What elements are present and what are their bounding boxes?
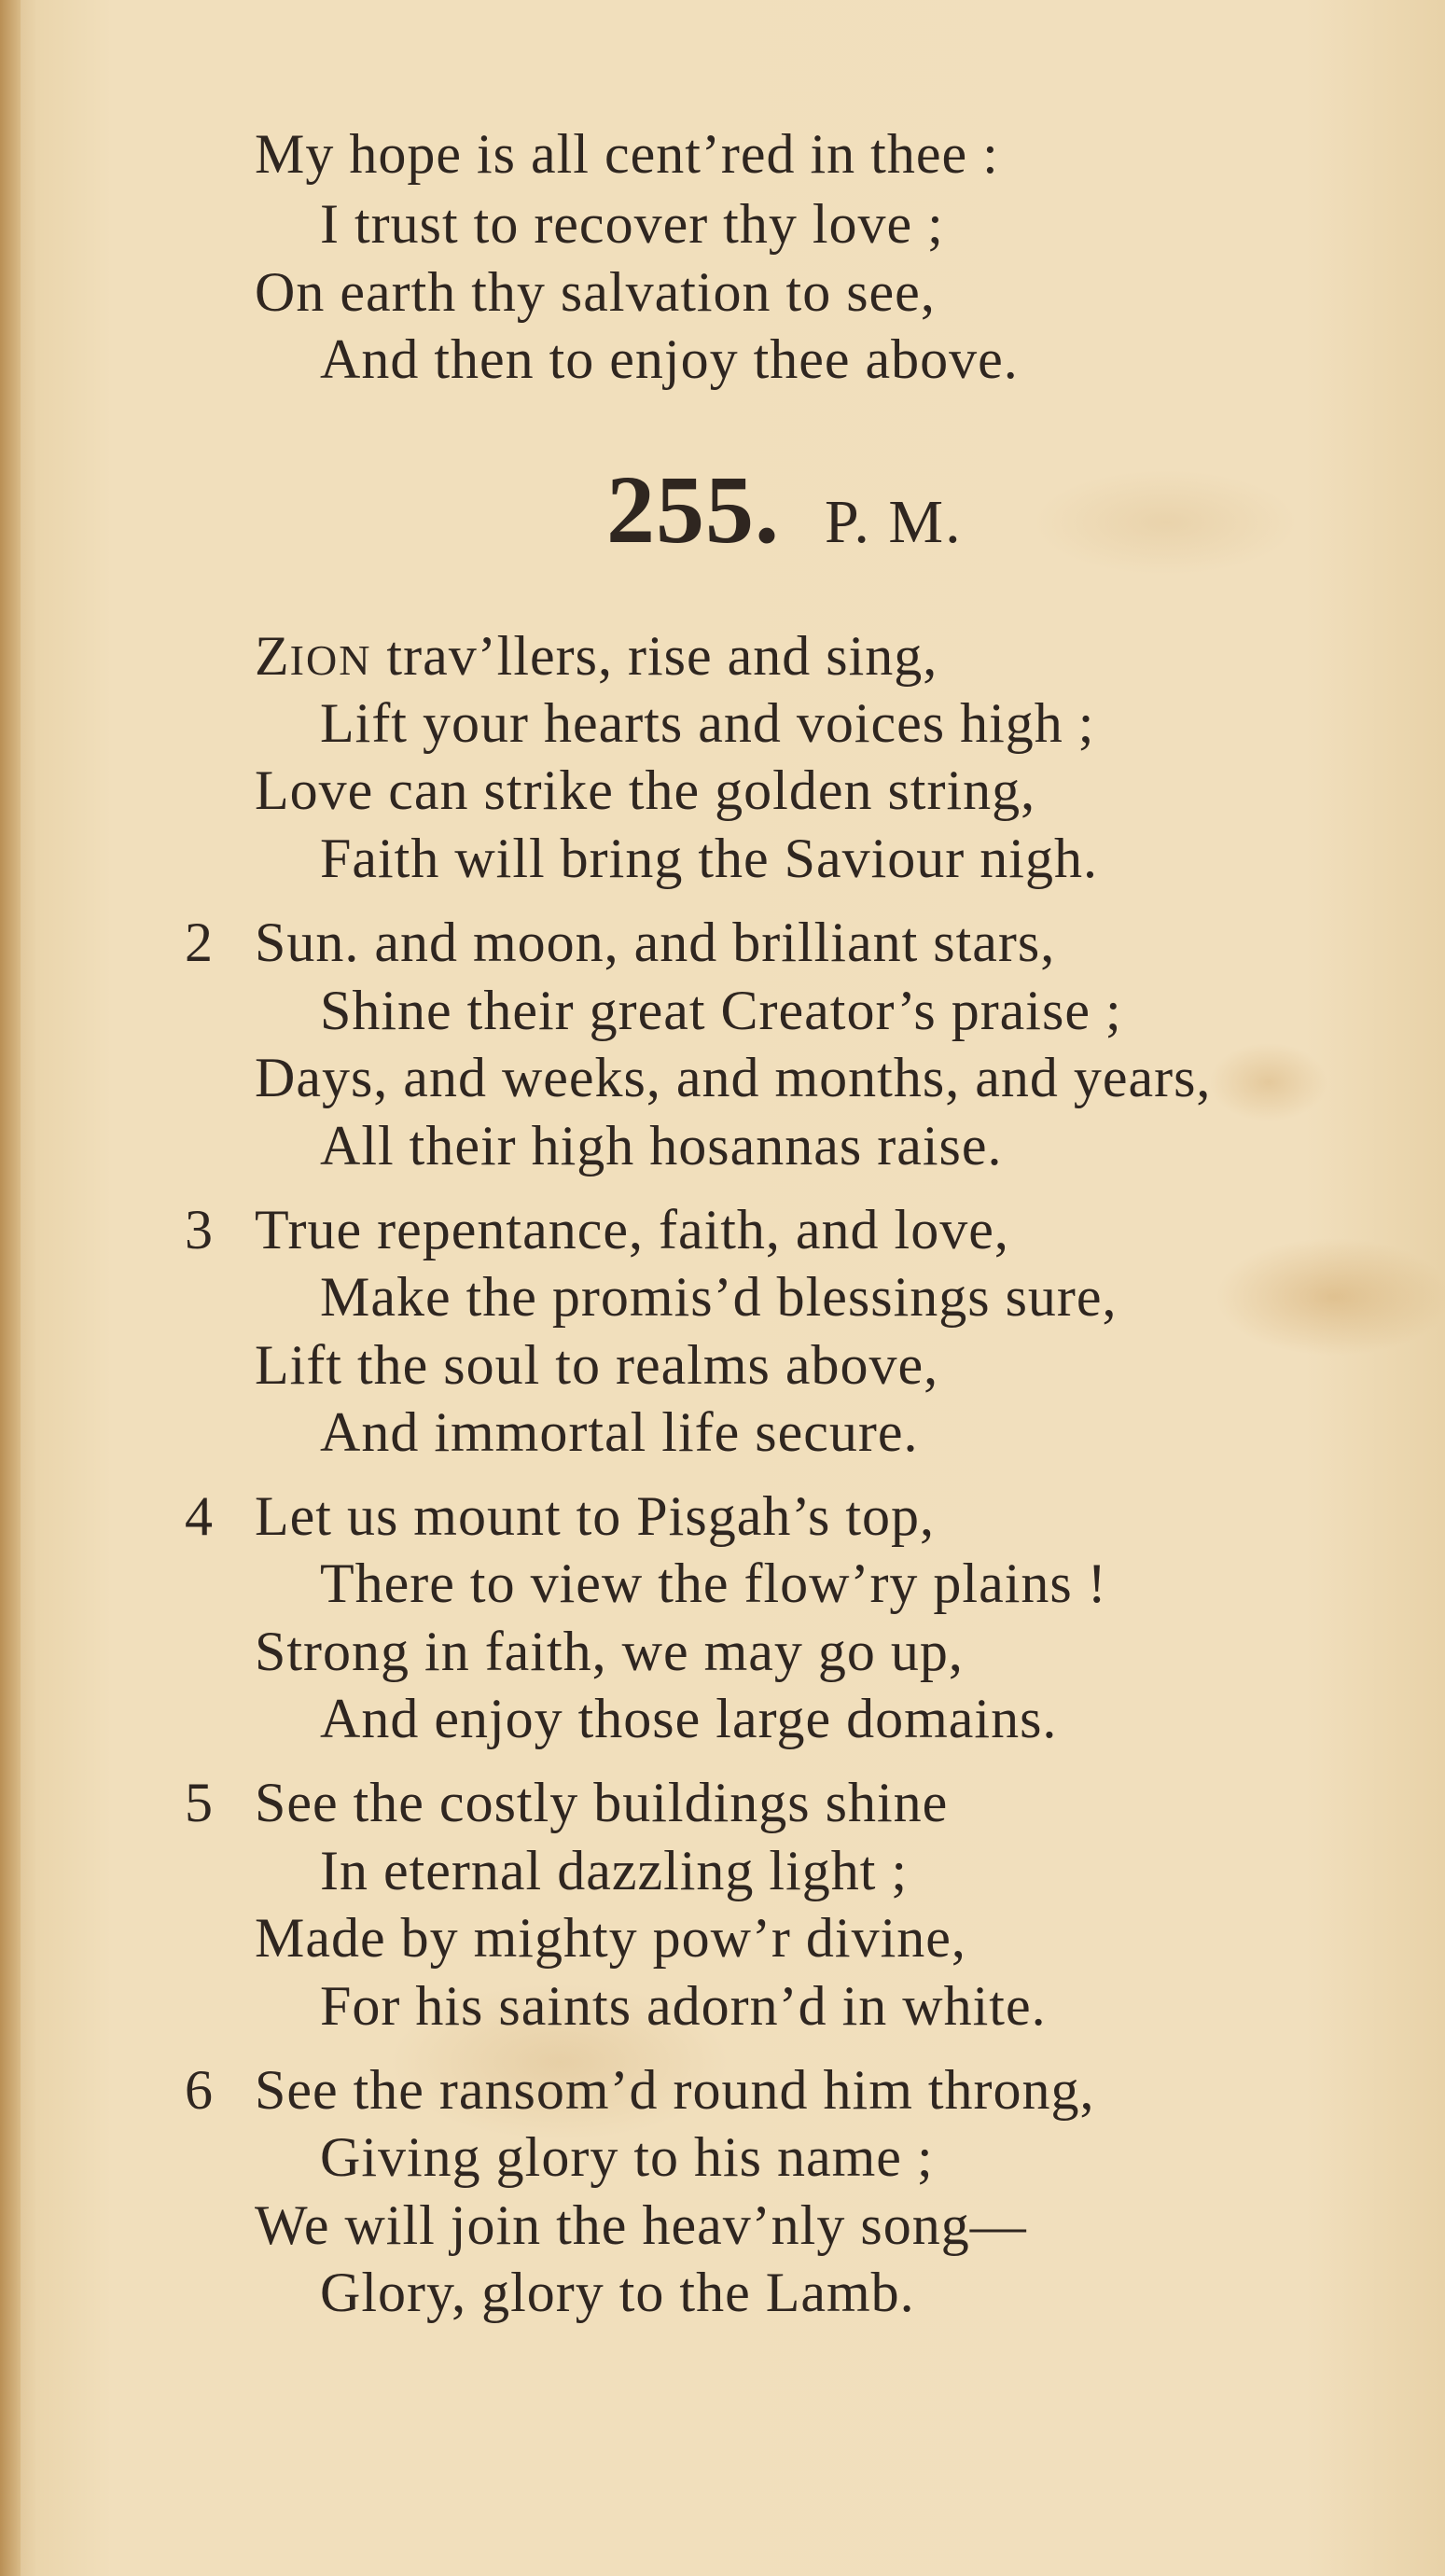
page-binding-edge: [0, 0, 21, 2576]
hymn-meter: P. M.: [825, 488, 963, 556]
verse-5-line-2: In eternal dazzling light ;: [320, 1840, 909, 1901]
verse-1-line-4: Faith will bring the Saviour nigh.: [320, 828, 1098, 889]
first-line-text: trav’llers, rise and sing,: [371, 625, 938, 687]
verse-5-line-1: See the costly buildings shine: [255, 1772, 949, 1833]
verse-number: 2: [185, 912, 213, 973]
verse-5-line-4: For his saints adorn’d in white.: [320, 1975, 1047, 2037]
verse-2-line-2: Shine their great Creator’s praise ;: [320, 980, 1122, 1041]
verse-1-line-3: Love can strike the golden string,: [255, 759, 1036, 821]
verse-2-line-4: All their high hosannas raise.: [320, 1115, 1003, 1177]
first-word-initial: Z: [255, 625, 290, 687]
hymn-number: 255.: [606, 456, 780, 564]
verse-4-line-3: Strong in faith, we may go up,: [255, 1621, 964, 1682]
verse-3-line-4: And immortal life secure.: [320, 1401, 919, 1463]
hymn-heading: [606, 454, 963, 565]
first-word-small-caps: ION: [289, 636, 372, 684]
verse-3-line-2: Make the promis’d blessings sure,: [320, 1266, 1118, 1328]
verse-1-line-2: Lift your hearts and voices high ;: [320, 692, 1095, 754]
verse-6-line-4: Glory, glory to the Lamb.: [320, 2262, 915, 2323]
verse-number: 3: [185, 1199, 213, 1260]
verse-3-line-1: True repentance, faith, and love,: [255, 1199, 1009, 1260]
verse-number: 6: [185, 2059, 213, 2121]
prev-hymn-line-1: My hope is all cent’red in thee :: [255, 123, 999, 185]
verse-4-line-2: There to view the flow’ry plains !: [320, 1553, 1107, 1614]
verse-6-line-1: See the ransom’d round him throng,: [255, 2059, 1095, 2121]
verse-2-line-1: Sun. and moon, and brilliant stars,: [255, 912, 1056, 973]
verse-5-line-3: Made by mighty pow’r divine,: [255, 1907, 966, 1969]
verse-6-line-3: We will join the heav’nly song—: [255, 2194, 1027, 2256]
prev-hymn-line-3: On earth thy salvation to see,: [255, 261, 936, 323]
verse-number: 5: [185, 1772, 213, 1833]
verse-4-line-1: Let us mount to Pisgah’s top,: [255, 1485, 936, 1547]
verse-2-line-3: Days, and weeks, and months, and years,: [255, 1047, 1212, 1108]
verse-number: 4: [185, 1485, 213, 1547]
verse-3-line-3: Lift the soul to realms above,: [255, 1334, 939, 1396]
verse-6-line-2: Giving glory to his name ;: [320, 2126, 934, 2188]
verse-1-line-1: [255, 623, 938, 693]
prev-hymn-line-2: I trust to recover thy love ;: [320, 193, 944, 255]
prev-hymn-line-4: And then to enjoy thee above.: [320, 328, 1019, 390]
verse-4-line-4: And enjoy those large domains.: [320, 1688, 1058, 1749]
